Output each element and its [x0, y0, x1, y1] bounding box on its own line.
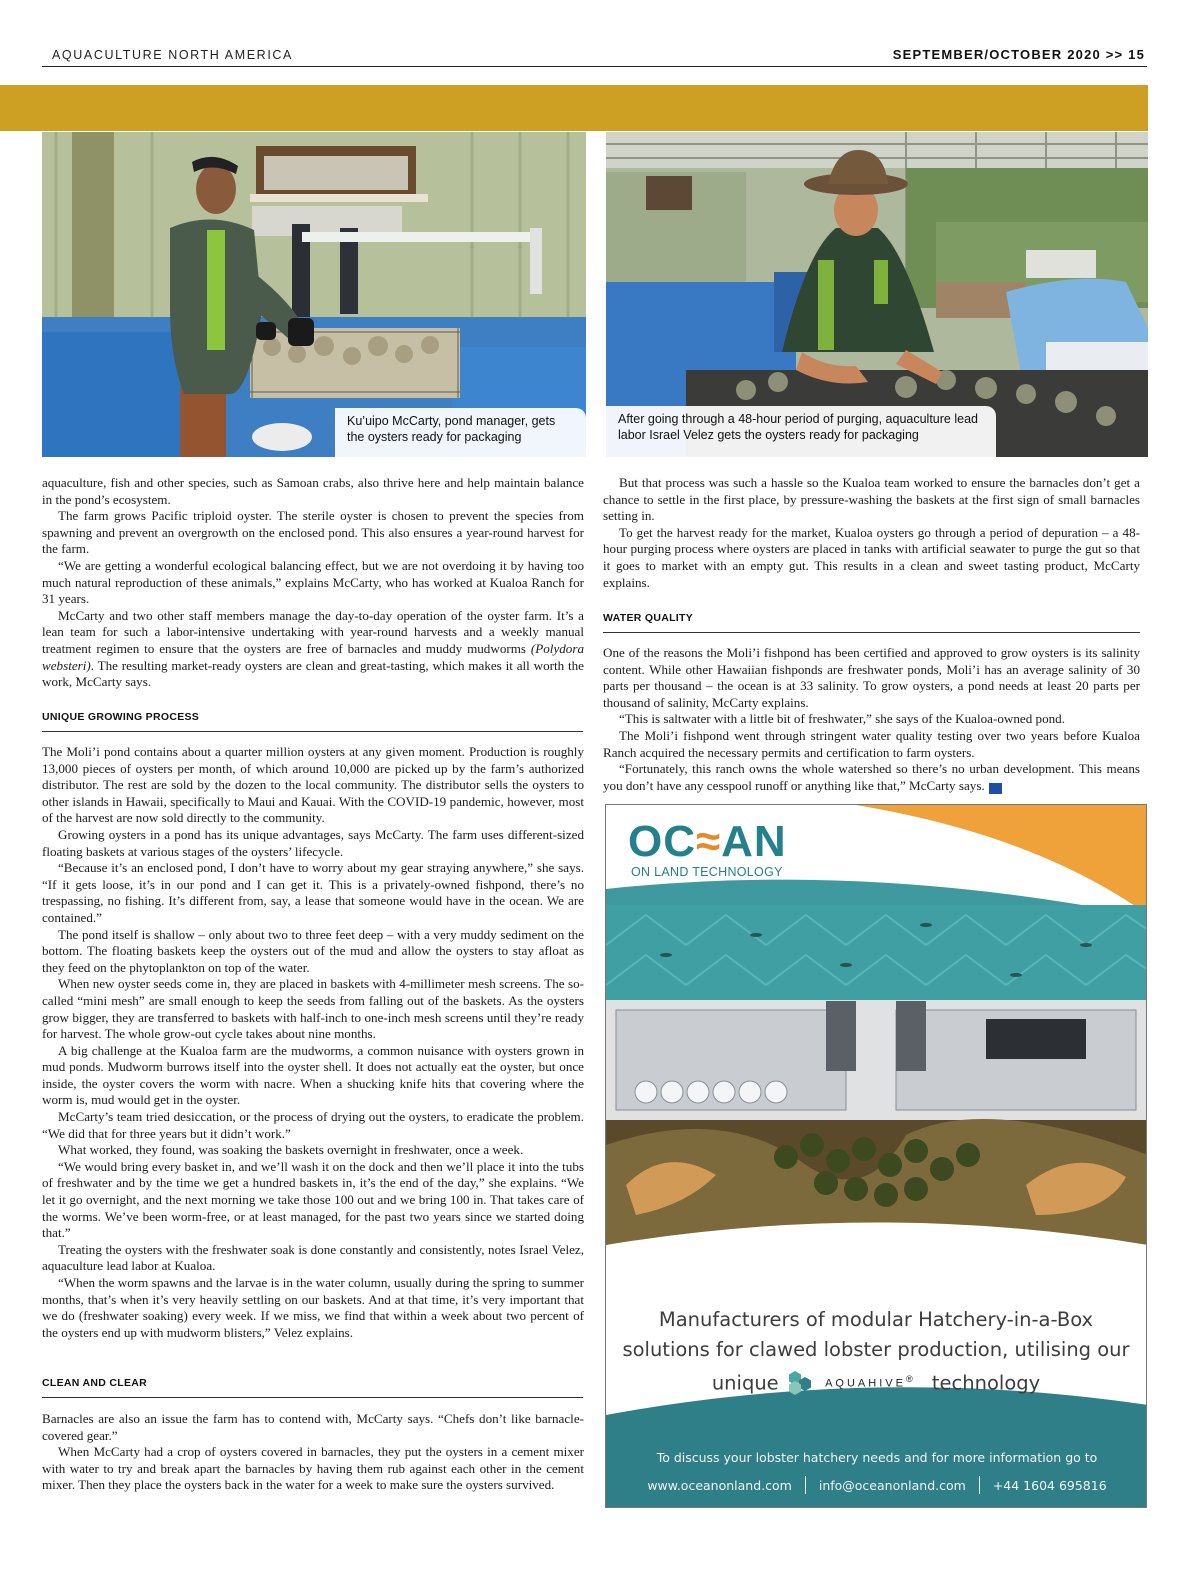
publication-name: AQUACULTURE NORTH AMERICA: [52, 48, 293, 62]
paragraph-text: . The resulting market-ready oysters are clean and great-tasting, which makes it all worth the work, McCarty says.: [42, 657, 584, 690]
ad-tagline: solutions for clawed lobster production, utilising our: [622, 1338, 1130, 1361]
website-link[interactable]: www.oceanonland.com: [647, 1478, 792, 1493]
paragraph-text: McCarty and two other staff members manage the day-to-day operation of the oyster farm. It’s a lean team for such a labor-intensive undertaking with year-round harvests and a weekly manual treatment regimen to ensure that the oysters are free of barnacles and muddy mudworms: [42, 607, 584, 656]
paragraph: When new oyster seeds come in, they are placed in baskets with 4-millimeter mesh screens. The so-called “mini mesh” are small enough to keep the seeds from falling out of the baskets. As the oysters grow bigger, they are transferred to baskets with half-inch to one-inch mesh screens until they’re ready for harvest. The whole grow-out cycle takes about nine months.: [42, 976, 584, 1042]
species-name: (Polydora websteri): [42, 640, 584, 673]
paragraph: “This is saltwater with a little bit of freshwater,” she says of the Kualoa-owned pond.: [619, 711, 1065, 727]
paragraph: The farm grows Pacific triploid oyster. The sterile oyster is chosen to prevent the species from spawning and prevent an overgrowth on the enclosed pond. This also ensures a year-round harvest for the farm.: [42, 508, 584, 557]
paragraph: “Because it’s an enclosed pond, I don’t have to worry about my gear straying anywhere,” she says. “If it gets loose, it’s in our pond and I can get it. This is a privately-owned fishpond, there’s no trespassing, no fishing. It’s different from, say, a lease that someone would have in the ocean. We are contained.”: [42, 860, 584, 925]
logo-subtitle: ON LAND TECHNOLOGY: [631, 865, 783, 879]
registered-mark: ®: [905, 1374, 916, 1384]
article-left-bottom: [42, 1411, 584, 1494]
photo-pond-manager: [42, 132, 586, 457]
ad-tagline: [616, 1365, 1136, 1399]
ad-tagline-text: technology: [931, 1371, 1041, 1395]
aquahive-brand: [825, 1365, 916, 1399]
paragraph: Barnacles are also an issue the farm has to contend with, McCarty says. “Chefs don’t like barnacle-covered gear.”: [42, 1411, 584, 1443]
logo-text: AN: [721, 817, 787, 866]
ad-contact-details: [606, 1476, 1147, 1494]
color-band: [0, 85, 1148, 131]
paragraph: “We would bring every basket in, and we’ll wash it on the dock and then we’ll place it into the tubs of freshwater and by the time we get a hundred baskets in, it’s the end of the day,” she explains. “We let it go overnight, and the next morning we take those 100 out and we bring 100 in. That takes care of the worms. We’ve been worm-free, or at least managed, for the past two years since we started doing that.”: [42, 1158, 584, 1241]
separator: [979, 1476, 980, 1494]
aquahive-hexagon-icon: [785, 1370, 815, 1396]
section-heading: WATER QUALITY: [603, 612, 1140, 633]
article-right-mid: [603, 645, 1140, 794]
ad-contact-line: To discuss your lobster hatchery needs and for more information go to: [656, 1450, 1098, 1465]
paragraph-text: “Fortunately, this ranch owns the whole watershed so there’s no urban development. This means you don’t have any cesspool runoff or anything like that,” McCarty says.: [603, 761, 1140, 793]
paragraph: Treating the oysters with the freshwater soak is done constantly and consistently, notes Israel Velez, aquaculture lead labor at Kualoa.: [42, 1241, 584, 1274]
article-right-top: [603, 475, 1140, 591]
article-left-top: [42, 475, 584, 691]
article-left-mid: [42, 744, 584, 1341]
ocean-logo: [628, 817, 787, 867]
advertisement-ocean-on-land[interactable]: [605, 804, 1147, 1508]
page-header: [42, 46, 1147, 67]
section-heading: UNIQUE GROWING PROCESS: [42, 711, 583, 732]
issue-and-page: SEPTEMBER/OCTOBER 2020 >> 15: [892, 47, 1145, 62]
ad-tagline: Manufacturers of modular Hatchery-in-a-Box: [658, 1308, 1094, 1331]
wave-icon: ≈: [696, 817, 722, 866]
paragraph: The pond itself is shallow – only about two to three feet deep – with a very muddy sediment on the bottom. The floating baskets keep the oysters out of the mud and allow the oysters to stay afloat as they feed on the phytoplankton on top of the water.: [42, 926, 584, 975]
paragraph: One of the reasons the Moli’i fishpond has been certified and approved to grow oysters is its salinity content. While other Hawaiian fishponds are freshwater ponds, Moli’i has an average salinity of 30 parts per thousand – the ocean is at 33 salinity. To grow oysters, a pond needs at least 20 parts per thousand of salinity, McCarty explains.: [603, 645, 1140, 710]
paragraph: [603, 761, 1140, 794]
ad-tagline-text: unique: [711, 1371, 779, 1395]
phone-number[interactable]: +44 1604 695816: [992, 1478, 1107, 1493]
paragraph: When McCarty had a crop of oysters covered in barnacles, they put the oysters in a cement mixer with water to try and break apart the barnacles by having them rub against each other in the cement mixer. Then they place the oysters back in the water for a week to make sure the oysters survived.: [42, 1444, 584, 1493]
paragraph: [42, 608, 584, 691]
paragraph: “When the worm spawns and the larvae is in the water column, usually during the spring to summer months, that’s when it’s very heavily settling on our baskets. And at that time, it’s very important that we do (freshwater soaking) every week. If we miss, we find that within a week about two percent of the oysters end up with mudworm blisters,” Velez explains.: [42, 1275, 584, 1340]
paragraph: A big challenge at the Kualoa farm are the mudworms, a common nuisance with oysters grown in mud ponds. Mudworm burrows itself into the oyster shell. It does not actually eat the oyster, but once inside, the oyster covers the worm with nacre. When a shucking knife hits that covering where the worm is, mud would get in the oyster.: [42, 1042, 584, 1108]
aquahive-brand-text: AQUAHIVE: [825, 1377, 906, 1390]
logo-text: OC: [628, 817, 696, 866]
email-link[interactable]: info@oceanonland.com: [818, 1478, 966, 1493]
paragraph: But that process was such a hassle so the Kualoa team worked to ensure the barnacles don’t get a chance to settle in the first place, by pressure-washing the baskets at the first sign of small barnacles setting in.: [603, 475, 1140, 524]
photo-lead-labor: [606, 132, 1148, 457]
paragraph: Growing oysters in a pond has its unique advantages, says McCarty. The farm uses different-sized floating baskets at various stages of the oysters’ lifecycle.: [42, 826, 584, 859]
paragraph: McCarty’s team tried desiccation, or the process of drying out the oysters, to eradicate the problem. “We did that for three years but it didn’t work.”: [42, 1109, 584, 1141]
paragraph: The Moli’i fishpond went through stringent water quality testing over two years before Kualoa Ranch acquired the necessary permits and certification to farm oysters.: [603, 727, 1140, 760]
end-of-article-icon: ANA: [989, 783, 1002, 794]
paragraph: “We are getting a wonderful ecological balancing effect, but we are not overdoing it by having too much natural reproduction of these animals,” explains McCarty, who has worked at Kualoa Ranch for 31 years.: [42, 557, 584, 607]
paragraph: aquaculture, fish and other species, such as Samoan crabs, also thrive here and help maintain balance in the pond’s ecosystem.: [42, 475, 584, 507]
ad-background-image: [606, 805, 1147, 1508]
photo-caption: After going through a 48-hour period of purging, aquaculture lead labor Israel Velez gets the oysters ready for packaging: [606, 406, 996, 457]
photo-caption: Ku’uipo McCarty, pond manager, gets the oysters ready for packaging: [335, 408, 586, 457]
paragraph: The Moli’i pond contains about a quarter million oysters at any given moment. Production is roughly 13,000 pieces of oysters per month, of which around 10,000 are picked up by the farm’s authorized distributor. The rest are sold by the dozen to the local community. The distributor sells the oysters to other islands in Hawaii, specifically to Maui and Kauai. With the COVID-19 pandemic, however, most of the harvest are now sold directly to the community.: [42, 744, 584, 826]
separator: [805, 1476, 806, 1494]
paragraph: To get the harvest ready for the market, Kualoa oysters go through a period of depuration – a 48-hour purging process where oysters are placed in tanks with artificial seawater to purge the gut so that it goes to market with an empty gut. This results in a clean and sweet tasting product, McCarty explains.: [603, 524, 1140, 590]
section-heading: CLEAN AND CLEAR: [42, 1377, 583, 1398]
paragraph: What worked, they found, was soaking the baskets overnight in freshwater, once a week.: [58, 1142, 524, 1158]
